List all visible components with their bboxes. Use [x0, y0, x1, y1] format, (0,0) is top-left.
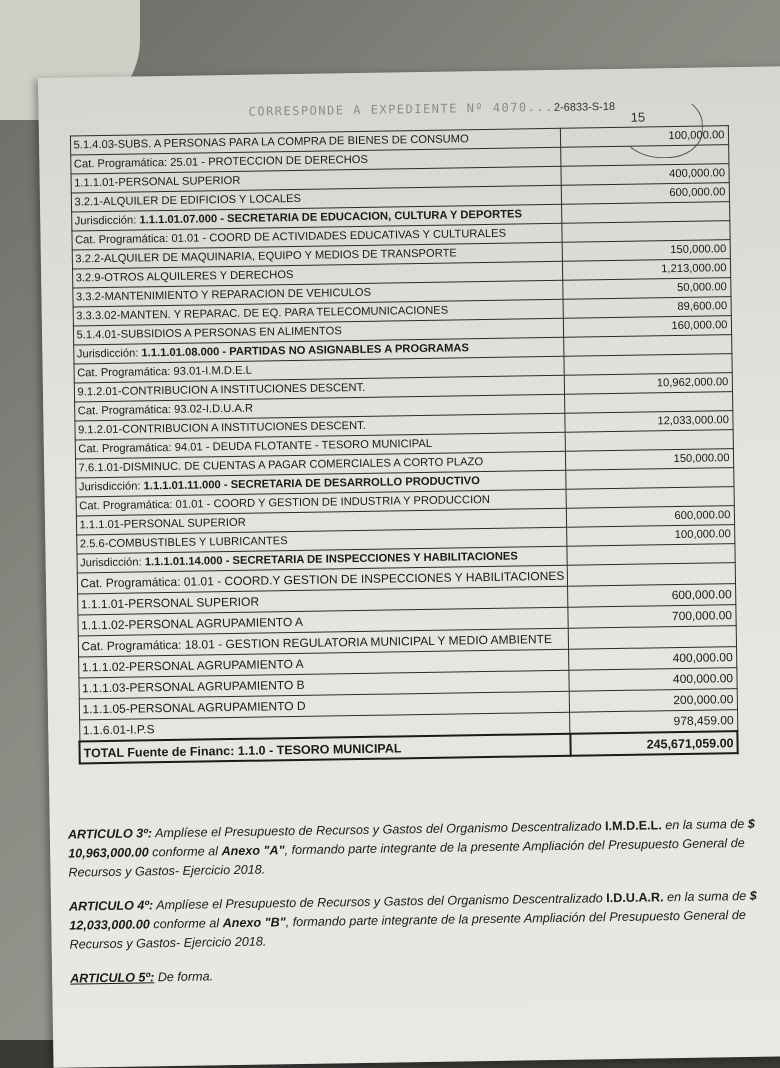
row-label: 5.1.4.01-SUBSIDIOS A PERSONAS EN ALIMENTOS — [73, 318, 564, 345]
article-text: Amplíese el Presupuesto de Recursos y Gastos del Organismo Descentralizado — [151, 819, 606, 841]
row-label: 1.1.6.01-I.P.S — [79, 712, 570, 741]
article-organism: I.D.U.A.R. — [606, 890, 664, 906]
row-label: 1.1.1.01-PERSONAL SUPERIOR — [71, 166, 562, 193]
article-text: , formando parte integrante de la presente Ampliación del Presupuesto General de Recursos y Gastos- Ejercicio 2018. — [68, 835, 745, 880]
row-amount — [566, 487, 733, 509]
jurisdiction-prefix: Jurisdicción: — [74, 214, 140, 228]
article-text: , formando parte integrante de la presente Ampliación del Presupuesto General de Recursos y Gastos- Ejercicio 2018. — [69, 907, 746, 952]
jurisdiction-prefix: Jurisdicción: — [80, 556, 145, 570]
article-text: Amplíese el Presupuesto de Recursos y Gastos del Organismo Descentralizado — [153, 891, 607, 913]
row-amount: 100,000.00 — [567, 525, 734, 547]
row-label: 1.1.1.01-PERSONAL SUPERIOR — [77, 586, 568, 615]
article-amount: $ 12,033,000.00 — [69, 888, 757, 933]
row-amount: 50,000.00 — [563, 278, 730, 300]
row-amount — [564, 335, 731, 357]
row-amount: 1,213,000.00 — [563, 259, 730, 281]
row-amount — [566, 468, 733, 490]
jurisdiction-prefix: Jurisdicción: — [78, 480, 144, 494]
row-label: Cat. Programática: 01.01 - COORD.Y GESTION DE INSPECCIONES Y HABILITACIONES — [77, 565, 568, 594]
row-amount — [562, 202, 729, 224]
article-5 — [70, 958, 780, 988]
article-anexo: Anexo "A" — [221, 843, 285, 859]
row-amount: 12,033,000.00 — [565, 411, 732, 433]
row-label: 9.1.2.01-CONTRIBUCION A INSTITUCIONES DESCENT. — [74, 413, 565, 440]
row-label: 2.5.6-COMBUSTIBLES Y LUBRICANTES — [76, 527, 567, 554]
row-label: 3.2.2-ALQUILER DE MAQUINARIA, EQUIPO Y MEDIOS DE TRANSPORTE — [72, 242, 563, 269]
row-amount: 160,000.00 — [564, 316, 731, 338]
row-label: 3.3.3.02-MANTEN. Y REPARAC. DE EQ. PARA TELECOMUNICACIONES — [73, 299, 564, 326]
article-4 — [69, 886, 780, 954]
row-amount: 10,962,000.00 — [565, 373, 732, 395]
row-amount: 600,000.00 — [562, 183, 729, 205]
row-amount: 400,000.00 — [569, 668, 736, 692]
article-title: ARTICULO 3º: — [67, 826, 153, 842]
row-label: 3.3.2-MANTENIMIENTO Y REPARACION DE VEHICULOS — [72, 280, 563, 307]
row-label: 3.2.1-ALQUILER DE EDIFICIOS Y LOCALES — [71, 185, 562, 212]
row-amount: 600,000.00 — [567, 506, 734, 528]
row-label: Cat. Programática: 01.01 - COORD DE ACTIVIDADES EDUCATIVAS Y CULTURALES — [71, 223, 562, 250]
article-title: ARTICULO 4º: — [68, 898, 154, 914]
row-label: 5.1.4.03-SUBS. A PERSONAS PARA LA COMPRA DE BIENES DE CONSUMO — [70, 128, 561, 155]
row-amount: 150,000.00 — [563, 240, 730, 262]
article-anexo: Anexo "B" — [222, 915, 286, 931]
row-label: Cat. Programática: 93.01-I.M.D.E.L — [73, 356, 564, 383]
row-label: 1.1.1.03-PERSONAL AGRUPAMIENTO B — [78, 670, 569, 699]
row-label: Cat. Programática: 25.01 - PROTECCION DE DERECHOS — [70, 147, 561, 174]
budget-table — [69, 125, 739, 764]
total-label: TOTAL Fuente de Financ: 1.1.0 - TESORO MUNICIPAL — [79, 734, 570, 764]
row-amount: 978,459.00 — [570, 710, 737, 734]
jurisdiction-code: 1.1.1.01.14.000 - SECRETARIA DE INSPECCIONES Y HABILITACIONES — [144, 550, 518, 569]
row-amount: 89,600.00 — [563, 297, 730, 319]
article-title: ARTICULO 5º: — [70, 970, 155, 986]
stamp-handwritten-number: 2-6833-S-18 — [553, 100, 616, 114]
row-amount: 150,000.00 — [566, 449, 733, 471]
article-text: conforme al — [149, 916, 223, 932]
row-amount: 700,000.00 — [568, 605, 735, 629]
row-amount — [561, 145, 728, 167]
article-amount: $ 10,963,000.00 — [68, 816, 755, 861]
row-label: Cat. Programática: 93.02-I.D.U.A.R — [74, 394, 565, 421]
jurisdiction-code: 1.1.1.01.07.000 - SECRETARIA DE EDUCACION, CULTURA Y DEPORTES — [139, 208, 523, 227]
expediente-stamp — [248, 99, 615, 119]
jurisdiction-code: 1.1.1.01.11.000 - SECRETARIA DE DESARROLLO PRODUCTIVO — [143, 475, 480, 493]
articles-section — [68, 814, 780, 1003]
row-label: 1.1.1.05-PERSONAL AGRUPAMIENTO D — [79, 691, 570, 720]
row-amount — [569, 626, 736, 650]
row-amount: 600,000.00 — [568, 584, 735, 608]
row-label: 1.1.1.02-PERSONAL AGRUPAMIENTO A — [77, 607, 568, 636]
row-amount — [566, 430, 733, 452]
row-label: 7.6.1.01-DISMINUC. DE CUENTAS A PAGAR COMERCIALES A CORTO PLAZO — [75, 451, 566, 478]
row-amount: 400,000.00 — [561, 164, 728, 186]
row-label: 3.2.9-OTROS ALQUILERES Y DERECHOS — [72, 261, 563, 288]
total-amount: 245,671,059.00 — [570, 731, 737, 756]
row-amount: 400,000.00 — [569, 647, 736, 671]
row-amount: 100,000.00 — [561, 126, 728, 148]
article-3 — [68, 814, 780, 882]
row-label: 9.1.2.01-CONTRIBUCION A INSTITUCIONES DESCENT. — [74, 375, 565, 402]
row-label: 1.1.1.01-PERSONAL SUPERIOR — [76, 508, 567, 535]
jurisdiction-code: 1.1.1.01.08.000 - PARTIDAS NO ASIGNABLES A PROGRAMAS — [141, 342, 469, 360]
row-amount: 200,000.00 — [570, 689, 737, 713]
stamp-text: CORRESPONDE A EXPEDIENTE Nº 4070... — [248, 99, 555, 119]
row-amount — [562, 221, 729, 243]
row-amount — [567, 544, 734, 566]
article-text: De forma. — [154, 969, 214, 985]
row-label: Cat. Programática: 18.01 - GESTION REGULATORIA MUNICIPAL Y MEDIO AMBIENTE — [78, 628, 569, 657]
jurisdiction-prefix: Jurisdicción: — [76, 347, 142, 361]
row-amount — [564, 354, 731, 376]
row-label: Cat. Programática: 01.01 - COORD Y GESTION DE INDUSTRIA Y PRODUCCION — [76, 489, 567, 516]
article-text: en la suma de — [661, 816, 748, 833]
folio-number: 15 — [630, 109, 646, 125]
article-organism: I.M.D.E.L. — [604, 818, 662, 834]
row-amount — [568, 563, 735, 587]
budget-table-body — [70, 126, 738, 764]
article-text: en la suma de — [663, 888, 750, 905]
row-label: 1.1.1.02-PERSONAL AGRUPAMIENTO A — [78, 649, 569, 678]
document-page — [38, 66, 780, 1068]
row-label: Cat. Programática: 94.01 - DEUDA FLOTANTE - TESORO MUNICIPAL — [75, 432, 566, 459]
article-text: conforme al — [148, 844, 222, 860]
